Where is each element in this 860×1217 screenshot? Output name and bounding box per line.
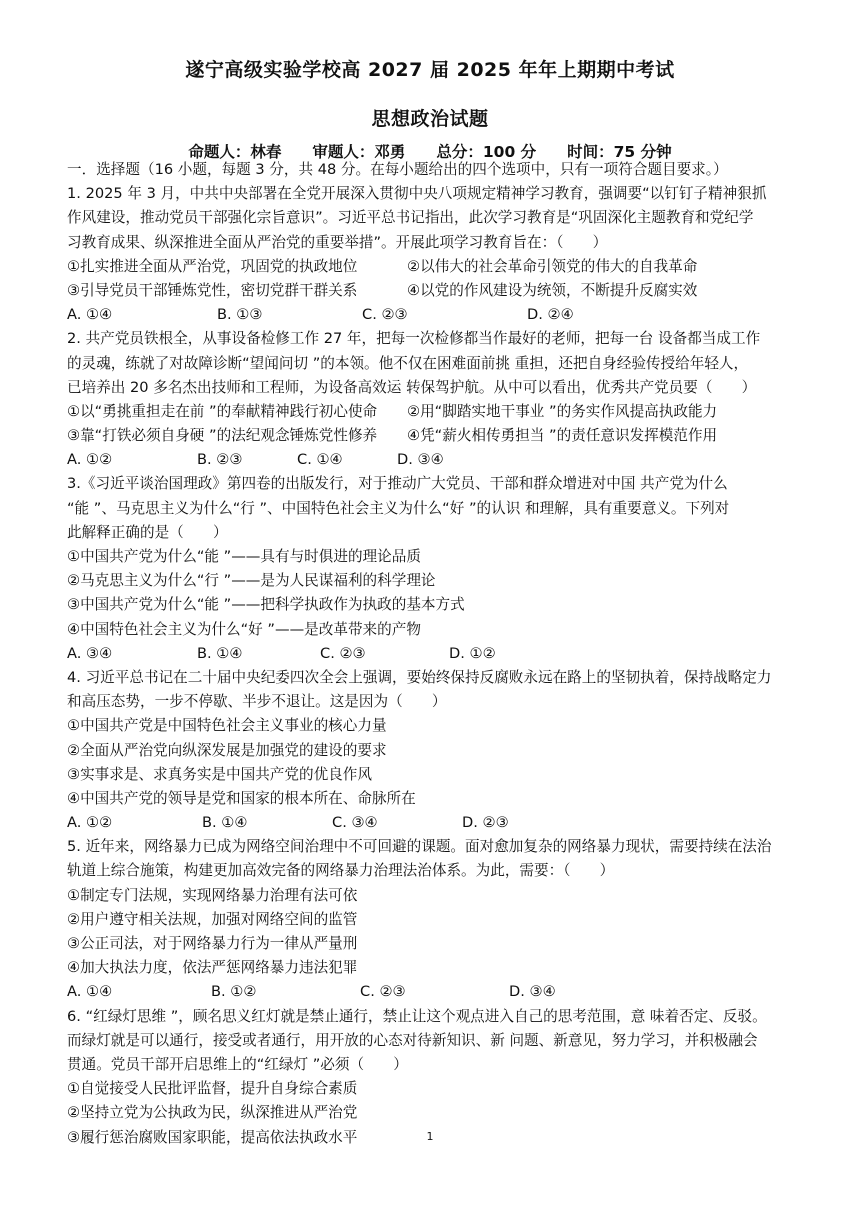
- option-a: A. ①④: [67, 306, 113, 324]
- question-stem-line: 已培养出 20 多名杰出技师和工程师，为设备高效运 转保驾护航。从中可以看出，优秀共产党员要（ ）: [67, 378, 757, 396]
- statement: ①扎实推进全面从严治党，巩固党的执政地位: [67, 257, 358, 275]
- question-5: [67, 835, 807, 1004]
- section-heading: 一．选择题（16 小题，每题 3 分，共 48 分。在每小题给出的四个选项中，只有一项符合题目要求。）: [67, 161, 728, 178]
- option-d: D. ③④: [509, 983, 556, 1001]
- options-row: [67, 980, 807, 1004]
- statement: ④中国特色社会主义为什么“好 ”——是改革带来的产物: [67, 620, 421, 638]
- question-stem-line: 此解释正确的是（ ）: [67, 523, 228, 541]
- exam-subtitle: 思想政治试题: [371, 108, 489, 130]
- statement: ②坚持立党为公执政为民，纵深推进从严治党: [67, 1104, 358, 1122]
- option-b: B. ①②: [211, 983, 257, 1001]
- option-b: B. ①④: [197, 644, 243, 662]
- question-2: [67, 327, 807, 472]
- statement: ①以“勇挑重担走在前 ”的奉献精神践行初心使命: [67, 402, 378, 420]
- option-d: D. ②④: [527, 306, 574, 324]
- exam-meta: 命题人：林春 审题人：邓勇 总分：100 分 时间：75 分钟: [188, 143, 672, 161]
- question-stem-line: 5. 近年来，网络暴力已成为网络空间治理中不可回避的课题。面对愈加复杂的网络暴力现状，需要持续在法治: [67, 838, 772, 856]
- option-d: D. ①②: [449, 644, 496, 662]
- option-d: D. ②③: [462, 814, 509, 832]
- option-a: A. ①②: [67, 814, 113, 832]
- statement: ④凭“薪火相传勇担当 ”的责任意识发挥模范作用: [407, 427, 718, 445]
- statement: ④中国共产党的领导是党和国家的根本所在、命脉所在: [67, 789, 416, 807]
- question-stem-line: 和高压态势，一步不停歇、半步不退让。这是因为（ ）: [67, 693, 447, 711]
- option-c: C. ③④: [332, 814, 378, 832]
- question-stem-line: 轨道上综合施策，构建更加高效完备的网络暴力治理法治体系。为此，需要：（ ）: [67, 862, 615, 880]
- statement: ①中国共产党是中国特色社会主义事业的核心力量: [67, 717, 387, 735]
- statement: ③中国共产党为什么“能 ”——把科学执政作为执政的基本方式: [67, 596, 465, 614]
- option-b: B. ②③: [197, 451, 243, 469]
- question-stem-line: 贯通。党员干部开启思维上的“红绿灯 ”必须（ ）: [67, 1055, 408, 1073]
- option-b: B. ①④: [202, 814, 248, 832]
- option-a: A. ①④: [67, 983, 113, 1001]
- statement: ②用“脚踏实地干事业 ”的务实作风提高执政能力: [407, 402, 718, 420]
- question-stem-line: 2. 共产党员铁根全，从事设备检修工作 27 年，把每一次检修都当作最好的老师，把每一台 设备都当成工作: [67, 330, 761, 348]
- question-4: [67, 666, 807, 835]
- statement: ②以伟大的社会革命引领党的伟大的自我革命: [407, 257, 698, 275]
- statement-row: [67, 400, 807, 424]
- exam-content: [67, 158, 807, 1150]
- option-c: C. ②③: [360, 983, 406, 1001]
- question-stem-line: 而绿灯就是可以通行，接受或者通行，用开放的心态对待新知识、新 问题、新意见，努力学习，并积极融会: [67, 1031, 758, 1049]
- statement: ②全面从严治党向纵深发展是加强党的建设的要求: [67, 741, 387, 759]
- option-c: C. ②③: [320, 644, 366, 662]
- question-stem-line: 作风建设，推动党员干部强化宗旨意识”。习近平总书记指出，此次学习教育是“巩固深化主题教育和党纪学: [67, 209, 754, 227]
- statement: ②用户遵守相关法规，加强对网络空间的监管: [67, 910, 358, 928]
- statement: ③公正司法，对于网络暴力行为一律从严量刑: [67, 935, 358, 952]
- statement: ②马克思主义为什么“行 ”——是为人民谋福利的科学理论: [67, 572, 436, 590]
- question-stem-line: “能 ”、马克思主义为什么“行 ”、中国特色社会主义为什么“好 ”的认识 和理解，具有重要意义。下列对: [67, 499, 730, 517]
- question-stem-line: 的灵魂，练就了对故障诊断“望闻问切 ”的本领。他不仅在困难面前挑 重担，还把自身经验传授给年轻人，: [67, 354, 749, 372]
- statement: ①制定专门法规，实现网络暴力治理有法可依: [67, 886, 358, 904]
- statement-row: [67, 424, 807, 448]
- question-stem-line: 4. 习近平总书记在二十届中央纪委四次全会上强调，要始终保持反腐败永远在路上的坚韧执着，保持战略定力: [67, 668, 772, 686]
- statement: ③实事求是、求真务实是中国共产党的优良作风: [67, 765, 372, 783]
- page-number: 1: [426, 1130, 434, 1143]
- statement-row: [67, 279, 807, 303]
- options-row: [67, 303, 807, 327]
- statement: ①自觉接受人民批评监督，提升自身综合素质: [67, 1080, 358, 1098]
- option-c: C. ②③: [362, 306, 408, 324]
- question-6: [67, 1005, 807, 1150]
- statement: ④加大执法力度，依法严惩网络暴力违法犯罪: [67, 959, 358, 977]
- statement: ③靠“打铁必须自身硬 ”的法纪观念锤炼党性修养: [67, 427, 378, 445]
- option-d: D. ③④: [397, 451, 444, 469]
- question-stem-line: 1. 2025 年 3 月，中共中央部署在全党开展深入贯彻中央八项规定精神学习教育，强调要“以钉钉子精神狠抓: [67, 185, 767, 203]
- options-row: [67, 448, 807, 472]
- question-3: [67, 472, 807, 666]
- statement: ④以党的作风建设为统领，不断提升反腐实效: [407, 281, 698, 299]
- options-row: [67, 811, 807, 835]
- statement: ③履行惩治腐败国家职能，提高依法执政水平: [67, 1128, 358, 1146]
- option-a: A. ③④: [67, 644, 113, 662]
- statement: ③引导党员干部锤炼党性，密切党群干群关系: [67, 281, 358, 299]
- question-stem-line: 6. “红绿灯思维 ”，顾名思义红灯就是禁止通行，禁止让这个观点进入自己的思考范围，意 味着否定、反驳。: [67, 1007, 767, 1025]
- options-row: [67, 642, 807, 666]
- exam-title: 遂宁高级实验学校高 2027 届 2025 年年上期期中考试: [185, 59, 675, 81]
- question-stem-line: 习教育成果、纵深推进全面从严治党的重要举措”。开展此项学习教育旨在：（ ）: [67, 233, 608, 251]
- option-a: A. ①②: [67, 451, 113, 469]
- statement: ①中国共产党为什么“能 ”——具有与时俱进的理论品质: [67, 548, 421, 565]
- option-c: C. ①④: [297, 451, 343, 469]
- question-stem-line: 3.《习近平谈治国理政》第四卷的出版发行，对于推动广大党员、干部和群众增进对中国 共产党为什么: [67, 475, 728, 493]
- question-1: [67, 182, 807, 327]
- option-b: B. ①③: [217, 306, 263, 324]
- statement-row: [67, 255, 807, 279]
